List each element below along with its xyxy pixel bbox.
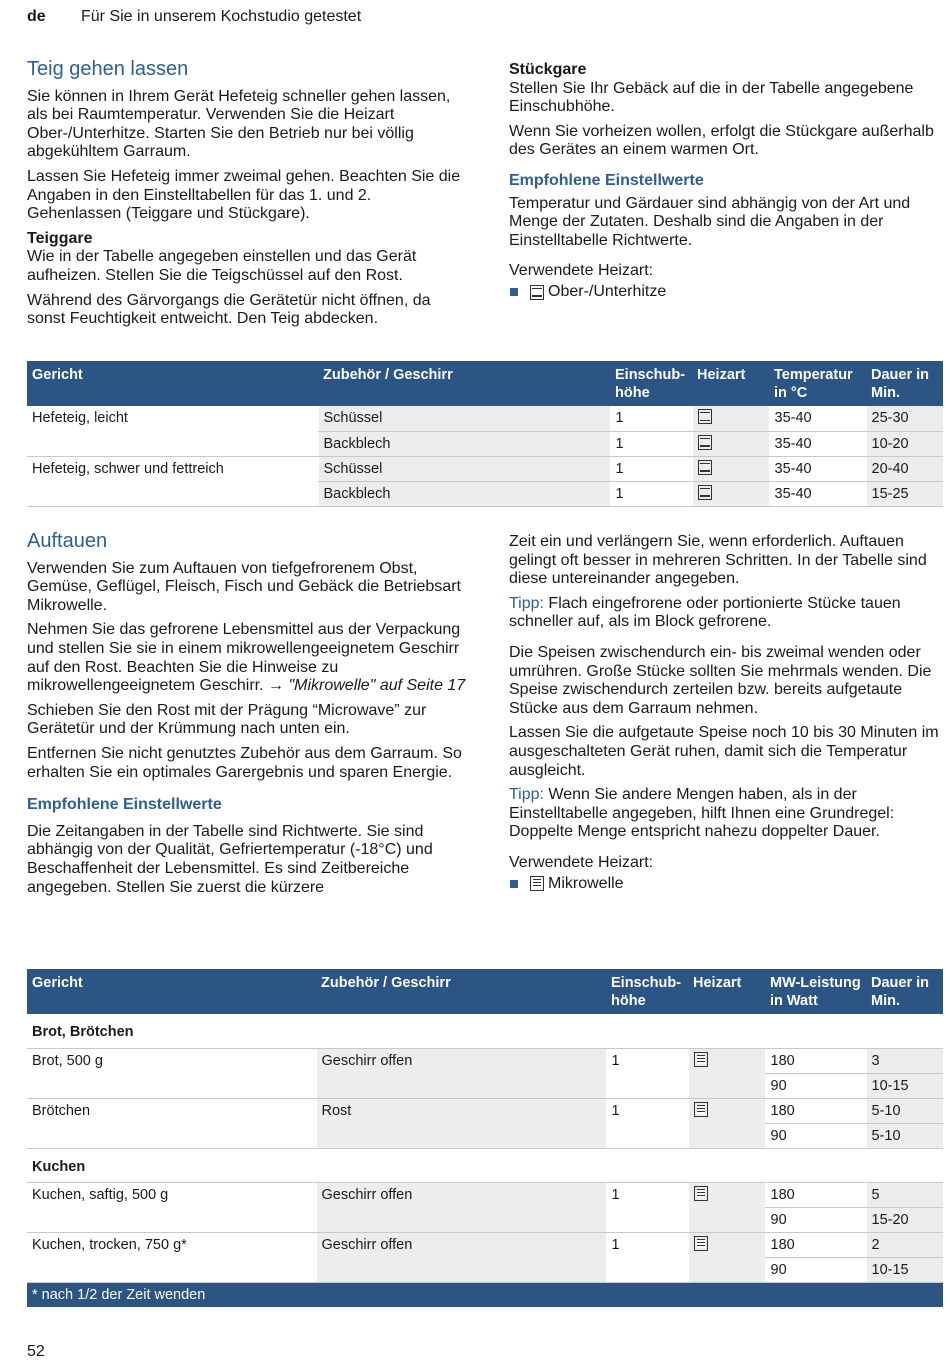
accessory-cell: Geschirr offen: [316, 1048, 606, 1098]
duration-cell: 10-20: [866, 431, 943, 456]
auftauen-paragraph-2-text: Nehmen Sie das gefrorene Lebensmittel aus der Verpackung und stellen Sie sie in einem mikrowellengeeignetem Geschirr auf den Rost. Beachten Sie die Hinweise zu mikrowellengeeignetem Geschirr.: [27, 621, 461, 695]
heating-cell: [692, 431, 769, 456]
top-bottom-heat-icon: [698, 435, 712, 450]
teiggare-title: Teiggare: [27, 229, 93, 247]
duration-cell: 10-15: [866, 1073, 943, 1098]
auftauen-right-paragraph-2: Die Speisen zwischendurch ein- bis zweimal wenden oder umrühren. Große Stücke sollten Sie mehrmals wenden. Die Speise zwischendurch zerteilen bzw. bereits aufgetaute Stücke aus dem Garraum nehmen.: [509, 643, 932, 717]
heating-cell: [688, 1098, 765, 1148]
col-dish: Gericht: [27, 361, 318, 406]
power-cell: 90: [765, 1207, 866, 1232]
heating-cell: [692, 481, 769, 506]
level-cell: 1: [610, 406, 692, 431]
group-title: Kuchen: [27, 1148, 943, 1182]
auftauen-paragraph-3: Schieben Sie den Rost mit der Prägung “Microwave” zur Gerätetür und der Krümmung nach unten ein.: [27, 701, 427, 738]
auftauen-paragraph-2: [27, 621, 467, 695]
dish-cell: Hefeteig, schwer und fettreich: [27, 456, 318, 506]
stueckgare-title: Stückgare: [509, 61, 587, 78]
power-cell: 90: [765, 1073, 866, 1098]
microwave-icon: [694, 1102, 708, 1117]
bullet-square: [510, 880, 518, 888]
page-number: 52: [27, 1343, 45, 1360]
teiggare-paragraph: Wie in der Tabelle angegeben einstellen und das Gerät aufheizen. Stellen Sie die Teigschüssel auf den Rost.: [27, 248, 417, 284]
defrost-table: [27, 969, 943, 1307]
duration-cell: 20-40: [866, 456, 943, 481]
tip-2: [509, 786, 943, 842]
auftauen-recommended-title: Empfohlene Einstellwerte: [27, 796, 222, 814]
accessory-cell: Rost: [316, 1098, 606, 1148]
tip-2-label: Tipp:: [509, 786, 544, 804]
level-cell: 1: [606, 1232, 688, 1282]
teig-heizart-label: Verwendete Heizart:: [509, 262, 654, 280]
accessory-cell: Backblech: [318, 431, 610, 456]
top-bottom-heat-icon: [698, 460, 712, 475]
accessory-cell: Backblech: [318, 481, 610, 506]
power-cell: 90: [765, 1123, 866, 1148]
auftauen-left-column: [27, 532, 467, 903]
col-dish: Gericht: [27, 969, 316, 1014]
language-code: de: [27, 8, 46, 25]
teig-title: Teig gehen lassen: [27, 58, 189, 80]
duration-cell: 15-20: [866, 1207, 943, 1232]
teig-paragraph-3: Während des Gärvorgangs die Gerätetür nicht öffnen, da sonst Feuchtigkeit entweicht. Den Teig abdecken.: [27, 291, 431, 328]
teig-heizart-value: Ober-/Unterhitze: [548, 282, 667, 300]
level-cell: 1: [610, 431, 692, 456]
teig-right-column: [509, 61, 941, 302]
proofing-table-header: [27, 361, 943, 406]
auftauen-title: Auftauen: [27, 530, 108, 552]
col-duration: Dauer in Min.: [866, 969, 943, 1014]
heating-cell: [688, 1048, 765, 1098]
duration-cell: 5-10: [866, 1098, 943, 1123]
table-row: [27, 406, 943, 431]
col-level: Einschub- höhe: [606, 969, 688, 1014]
header-title: Für Sie in unserem Kochstudio getestet: [81, 8, 362, 25]
level-cell: 1: [606, 1098, 688, 1148]
top-bottom-heat-icon: [698, 485, 712, 500]
group-row: [27, 1148, 943, 1182]
duration-cell: 25-30: [866, 406, 943, 431]
col-heating: Heizart: [688, 969, 765, 1014]
teig-paragraph-4: Wenn Sie vorheizen wollen, erfolgt die Stückgare außerhalb des Gerätes an einem warmen Ort.: [509, 122, 934, 159]
dish-cell: Brot, 500 g: [27, 1048, 316, 1098]
defrost-table-header: [27, 969, 943, 1014]
duration-cell: 5: [866, 1182, 943, 1207]
tip-2-text: Wenn Sie andere Mengen haben, als in der Einstelltabelle angegeben, hilft Ihnen eine Grundregel: Doppelte Menge entspricht nahezu doppelter Dauer.: [509, 786, 895, 841]
accessory-cell: Geschirr offen: [316, 1182, 606, 1232]
dish-cell: Kuchen, saftig, 500 g: [27, 1182, 316, 1232]
teig-recommended-paragraph: Temperatur und Gärdauer sind abhängig von der Art und Menge der Zutaten. Deshalb sind die Angaben in der Einstelltabelle Richtwerte.: [509, 194, 911, 249]
accessory-cell: Geschirr offen: [316, 1232, 606, 1282]
accessory-cell: Schüssel: [318, 406, 610, 431]
table-row: [27, 1232, 943, 1257]
footnote: * nach 1/2 der Zeit wenden: [27, 1282, 943, 1307]
auftauen-paragraph-1: Verwenden Sie zum Auftauen von tiefgefrorenem Obst, Gemüse, Geflügel, Fleisch, Fisch und Gebäck die Betriebsart Mikrowelle.: [27, 559, 461, 614]
microwave-page-link[interactable]: → "Mikrowelle" auf Seite 17: [268, 677, 466, 695]
heating-cell: [692, 406, 769, 431]
auftauen-right-paragraph-3: Lassen Sie die aufgetaute Speise noch 10 bis 30 Minuten im ausgeschalteten Gerät ruhen, damit sich die Temperatur ausgleicht.: [509, 724, 939, 779]
microwave-icon: [694, 1186, 708, 1201]
bullet-square: [510, 288, 518, 296]
auftauen-paragraph-4: Entfernen Sie nicht genutztes Zubehör aus dem Garraum. So erhalten Sie ein optimales Garergebnis und sparen Energie.: [27, 744, 462, 781]
top-bottom-heat-icon: [530, 285, 544, 300]
table-row: [27, 456, 943, 481]
power-cell: 180: [765, 1232, 866, 1257]
table-row: [27, 1048, 943, 1073]
col-heating: Heizart: [692, 361, 769, 406]
auftauen-heizart-label: Verwendete Heizart:: [509, 853, 654, 871]
footnote-row: [27, 1282, 943, 1307]
teig-heizart-item: [509, 283, 941, 302]
temperature-cell: 35-40: [769, 481, 866, 506]
auftauen-heizart-value: Mikrowelle: [548, 874, 624, 892]
microwave-icon: [530, 876, 544, 891]
power-cell: 180: [765, 1098, 866, 1123]
top-bottom-heat-icon: [698, 409, 712, 424]
auftauen-right-paragraph-1: Zeit ein und verlängern Sie, wenn erforderlich. Auftauen gelingt oft besser in mehreren Schritten. In der Tabelle sind diese untereinander angegeben.: [509, 533, 927, 588]
level-cell: 1: [610, 481, 692, 506]
col-duration: Dauer in Min.: [866, 361, 943, 406]
duration-cell: 2: [866, 1232, 943, 1257]
heating-cell: [688, 1182, 765, 1232]
col-accessory: Zubehör / Geschirr: [316, 969, 606, 1014]
power-cell: 90: [765, 1257, 866, 1282]
accessory-cell: Schüssel: [318, 456, 610, 481]
auftauen-right-column: [509, 533, 943, 893]
stueckgare-paragraph: Stellen Sie Ihr Gebäck auf die in der Tabelle angegebene Einschubhöhe.: [509, 79, 914, 116]
duration-cell: 10-15: [866, 1257, 943, 1282]
heating-cell: [688, 1232, 765, 1282]
tip-1-label: Tipp:: [509, 594, 544, 612]
duration-cell: 15-25: [866, 481, 943, 506]
teig-paragraph-2: Lassen Sie Hefeteig immer zweimal gehen. Beachten Sie die Angaben in den Einstelltabellen für das 1. und 2. Gehenlassen (Teiggare und Stückgare).: [27, 167, 461, 223]
table-row: [27, 1098, 943, 1123]
microwave-icon: [694, 1052, 708, 1067]
teig-left-column: [27, 60, 467, 335]
dish-cell: Kuchen, trocken, 750 g*: [27, 1232, 316, 1282]
col-accessory: Zubehör / Geschirr: [318, 361, 610, 406]
page-header: [27, 8, 362, 26]
power-cell: 180: [765, 1048, 866, 1073]
temperature-cell: 35-40: [769, 456, 866, 481]
power-cell: 180: [765, 1182, 866, 1207]
table-row: [27, 1182, 943, 1207]
auftauen-heizart-item: [509, 875, 943, 894]
microwave-icon: [694, 1236, 708, 1251]
group-title: Brot, Brötchen: [27, 1014, 943, 1048]
temperature-cell: 35-40: [769, 406, 866, 431]
teig-paragraph-1: Sie können in Ihrem Gerät Hefeteig schneller gehen lassen, als bei Raumtemperatur. Verwenden Sie die Heizart Ober-/Unterhitze. Starten Sie den Betrieb nur bei völlig abgekühltem Garraum.: [27, 87, 451, 161]
tip-1-text: Flach eingefrorene oder portionierte Stücke tauen schneller auf, als im Block gefrorene.: [509, 594, 901, 631]
dish-cell: Brötchen: [27, 1098, 316, 1148]
group-row: [27, 1014, 943, 1048]
heating-cell: [692, 456, 769, 481]
tip-1: [509, 595, 943, 632]
teig-recommended-title: Empfohlene Einstellwerte: [509, 171, 704, 189]
auftauen-recommended-paragraph: Die Zeitangaben in der Tabelle sind Richtwerte. Sie sind abhängig von der Qualität, Gefriertemperatur (-18°C) und Beschaffenheit der Lebensmittel. Es sind Zeitbereiche angegeben. Stellen Sie zuerst die kürzere: [27, 822, 433, 896]
level-cell: 1: [606, 1182, 688, 1232]
level-cell: 1: [610, 456, 692, 481]
col-level: Einschub- höhe: [610, 361, 692, 406]
duration-cell: 5-10: [866, 1123, 943, 1148]
level-cell: 1: [606, 1048, 688, 1098]
temperature-cell: 35-40: [769, 431, 866, 456]
duration-cell: 3: [866, 1048, 943, 1073]
proofing-table: [27, 361, 943, 507]
dish-cell: Hefeteig, leicht: [27, 406, 318, 456]
col-power: MW-Leistung in Watt: [765, 969, 866, 1014]
col-temperature: Temperatur in °C: [769, 361, 866, 406]
